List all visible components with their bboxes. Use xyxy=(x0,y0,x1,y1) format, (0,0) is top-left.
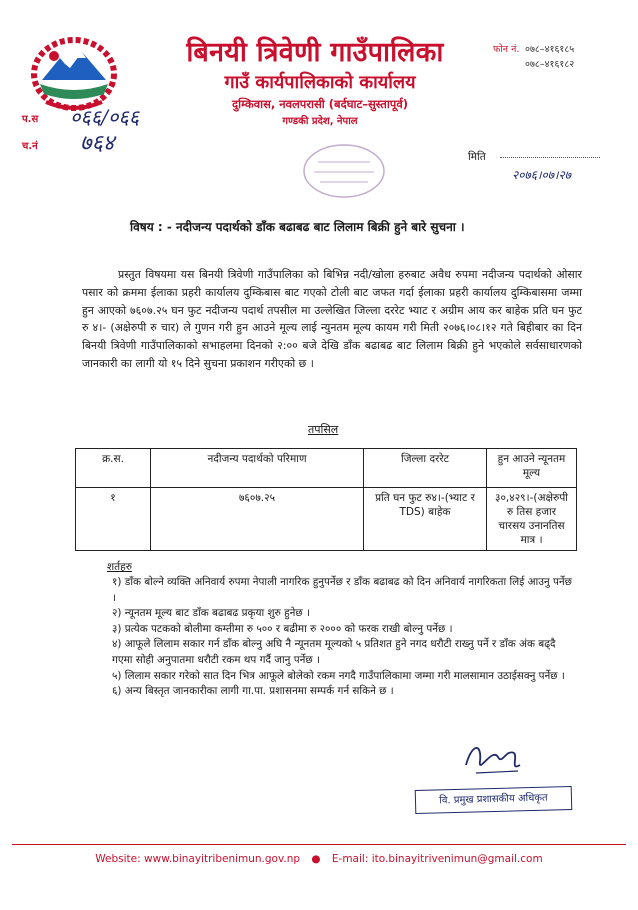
cell-min-value: ३०,४२९।-(अक्षेरुपी रु तिस हजार चारसय उनानतिस मात्र । xyxy=(487,488,577,551)
footer xyxy=(0,853,638,865)
phone-number-2: ०७८–४१६१८२ xyxy=(525,59,575,70)
cell-rate: प्रति घन फुट रु४।-(भ्याट र TDS) बाहेक xyxy=(364,488,487,551)
term-item: ४) आफूले लिलाम सकार गर्न डाँक बोल्नु अघि नै न्यूनतम मूल्यको ५ प्रतिशत हुने नगद धरौटी राख्नु पर्ने र डाँक अंक बढ्दै गएमा सोही अनुपातमा धरौटी रकम थप गर्दै जानु पर्नेछ । xyxy=(112,638,556,666)
table-title: तपसिल xyxy=(308,423,339,436)
ps-value: ०६६/०६६ xyxy=(70,105,140,129)
cn-value: ७६४ xyxy=(80,131,115,156)
cn-label: च.नं xyxy=(22,141,38,152)
date-label: मिति xyxy=(468,151,486,163)
terms-list xyxy=(112,575,572,700)
separator-dot: ● xyxy=(311,853,321,865)
term-item: ५) लिलाम सकार गरेको सात दिन भित्र आफूले बोलेको रकम नगदै गाउँपालिकामा जम्मा गरी मालसामान उठाईसक्नु पर्नेछ । xyxy=(112,669,565,682)
date-dotted-line xyxy=(500,157,600,158)
phone-number-1: ०७८–४१६१८५ xyxy=(525,44,575,55)
signature xyxy=(458,735,528,785)
website-label: Website: xyxy=(95,853,141,865)
date-value: २०७६।०७।२७ xyxy=(512,168,572,182)
term-item: १) डाँक बोल्ने व्यक्ति अनिवार्य रुपमा नेपाली नागरिक हुनुपर्नेछ र डाँक बढाबढ को दिन अनिवार्य नागरिकता लिई आउनु पर्नेछ । xyxy=(112,576,572,604)
received-stamp xyxy=(300,140,388,202)
org-office: गाउँ कार्यपालिकाको कार्यालय xyxy=(224,72,416,93)
org-name: बिनयी त्रिवेणी गाउँपालिका xyxy=(186,37,444,68)
org-province: गण्डकी प्रदेश, नेपाल xyxy=(282,116,358,127)
email-link[interactable]: ito.binayitrivenimun@gmail.com xyxy=(371,853,543,865)
footer-divider xyxy=(12,844,626,845)
term-item: ३) प्रत्येक पटकको बोलीमा कम्तीमा रु ५०० र बढीमा रु २००० को फरक राखी बोल्नु पर्नेछ । xyxy=(112,622,453,635)
col-sn: क्र.स. xyxy=(76,449,151,488)
website-link[interactable]: www.binayitribenimun.gov.np xyxy=(144,853,301,865)
org-address: दुम्किवास, नवलपरासी (बर्दघाट–सुस्तापूर्व) xyxy=(232,97,408,111)
terms-title: शर्तहरु xyxy=(107,561,132,573)
table-header-row xyxy=(76,449,577,488)
cell-quantity: ७६०७.२५ xyxy=(151,488,364,551)
term-item: ६) अन्य बिस्तृत जानकारीका लागी गा.पा. प्रशासनमा सम्पर्क गर्न सकिने छ । xyxy=(112,685,394,698)
subject-line: विषय : - नदीजन्य पदार्थको डाँक बढाबढ बाट लिलाम बिक्री हुने बारे सुचना । xyxy=(130,220,465,234)
table-row xyxy=(76,488,577,551)
col-rate: जिल्ला दररेट xyxy=(364,449,487,488)
cell-sn: १ xyxy=(76,488,151,551)
email-label: E-mail: xyxy=(331,853,369,865)
ps-label: प.स xyxy=(22,114,39,125)
phone-label: फोन नं. xyxy=(493,44,520,55)
col-quantity: नदीजन्य पदार्थको परिमाण xyxy=(151,449,364,488)
designation-stamp: वि. प्रमुख प्रशासकीय अधिकृत xyxy=(415,786,573,814)
notice-body: प्रस्तुत विषयमा यस बिनयी त्रिवेणी गाउँपालिका को बिभिन्न नदी/खोला हरुबाट अवैध रुपमा नदीजन्य पदार्थको ओसार पसार को क्रममा ईलाका प्रहरी कार्यालय दुम्किबास बाट गएको टोली बाट जफत गर्दा ईलाका प्रहरी कार्यालय दुम्किबासमा जम्मा हुन आएको ७६०७.२५ घन फुट नदीजन्य पदार्थ तपसील मा उल्लेखित जिल्ला दररेट भ्याट र अग्रीम आय कर बाहेक प्रति घन फुट रु ४।- (अक्षेरुपी रु चार) ले गुणन गरी हुन आउने मूल्य लाई न्युनतम मूल्य कायम गरी मिती २०७६।०८।१२ गते बिहीबार का दिन बिनयी त्रिवेणी गाउँपालिकाको सभाहलमा दिनको २:०० बजे देखि डाँक बढाबढ बाट लिलाम बिक्री हुने भएकोले सर्वसाधारणको जानकारी का लागी यो १५ दिने सुचना प्रकाशन गरीएको छ । xyxy=(82,268,582,370)
col-min-value: हुन आउने न्यूनतम मूल्य xyxy=(487,449,577,488)
details-table xyxy=(75,448,577,551)
term-item: २) न्यूनतम मूल्य बाट डाँक बढाबढ प्रकृया शुरु हुनेछ । xyxy=(112,607,310,620)
